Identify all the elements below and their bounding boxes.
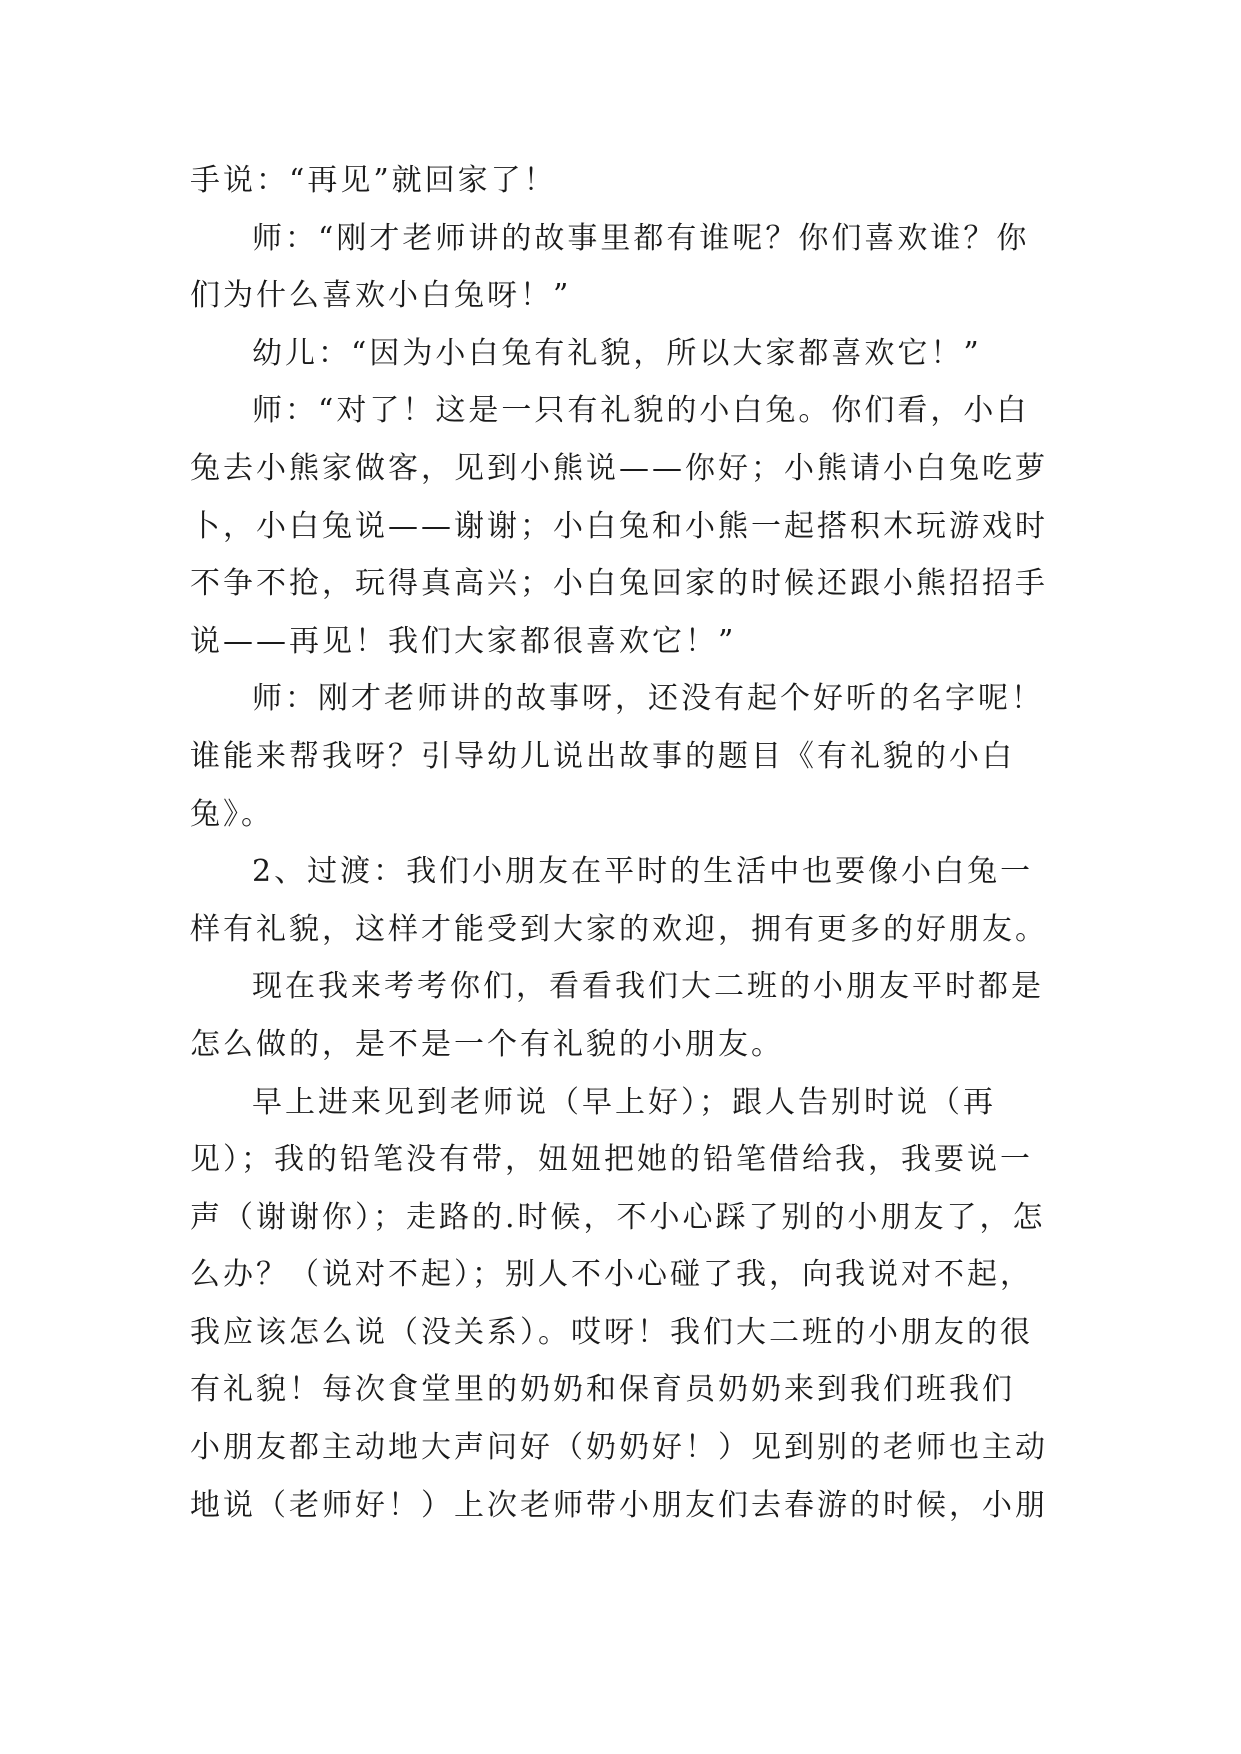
text-line: 声（谢谢你）；走路的.时候，不小心踩了别的小朋友了，怎: [190, 1199, 1046, 1235]
text-line: 有礼貌！每次食堂里的奶奶和保育员奶奶来到我们班我们: [190, 1372, 1015, 1408]
text-line: 见）；我的铅笔没有带，妞妞把她的铅笔借给我，我要说一: [190, 1142, 1033, 1178]
text-line: 师：“对了！这是一只有礼貌的小白兔。你们看，小白: [252, 393, 1030, 429]
text-line: 现在我来考考你们，看看我们大二班的小朋友平时都是: [252, 969, 1044, 1005]
text-line: 2、过渡：我们小朋友在平时的生活中也要像小白兔一: [252, 854, 1034, 890]
text-line: 兔去小熊家做客，见到小熊说——你好；小熊请小白兔吃萝: [190, 450, 1048, 486]
text-line: 地说（老师好！）上次老师带小朋友们去春游的时候，小朋: [190, 1487, 1048, 1523]
text-line: 们为什么喜欢小白兔呀！”: [190, 278, 572, 314]
text-line: 手说：“再见”就回家了！: [190, 163, 557, 198]
body-text: [190, 152, 1060, 1534]
text-line: 师：“刚才老师讲的故事里都有谁呢？你们喜欢谁？你: [252, 220, 1030, 256]
text-line: 样有礼貌，这样才能受到大家的欢迎，拥有更多的好朋友。: [190, 911, 1048, 947]
text-line: 幼儿：“因为小白兔有礼貌，所以大家都喜欢它！”: [252, 335, 982, 371]
text-line: 谁能来帮我呀？引导幼儿说出故事的题目《有礼貌的小白: [190, 738, 1015, 774]
text-line: 么办？（说对不起）；别人不小心碰了我，向我说对不起，: [190, 1257, 1033, 1293]
text-line: 兔》。: [190, 796, 274, 832]
text-line: 师：刚才老师讲的故事呀，还没有起个好听的名字呢！: [252, 681, 1044, 717]
text-line: 说——再见！我们大家都很喜欢它！”: [190, 623, 737, 659]
text-line: 早上进来见到老师说（早上好）；跟人告别时说（再: [252, 1084, 996, 1120]
text-line: 小朋友都主动地大声问好（奶奶好！）见到别的老师也主动: [190, 1430, 1048, 1466]
text-line: 我应该怎么说（没关系）。哎呀！我们大二班的小朋友的很: [190, 1314, 1033, 1350]
text-line: 不争不抢，玩得真高兴；小白兔回家的时候还跟小熊招招手: [190, 566, 1048, 602]
text-line: 卜，小白兔说——谢谢；小白兔和小熊一起搭积木玩游戏时: [190, 508, 1048, 544]
text-line: 怎么做的，是不是一个有礼貌的小朋友。: [190, 1026, 784, 1062]
